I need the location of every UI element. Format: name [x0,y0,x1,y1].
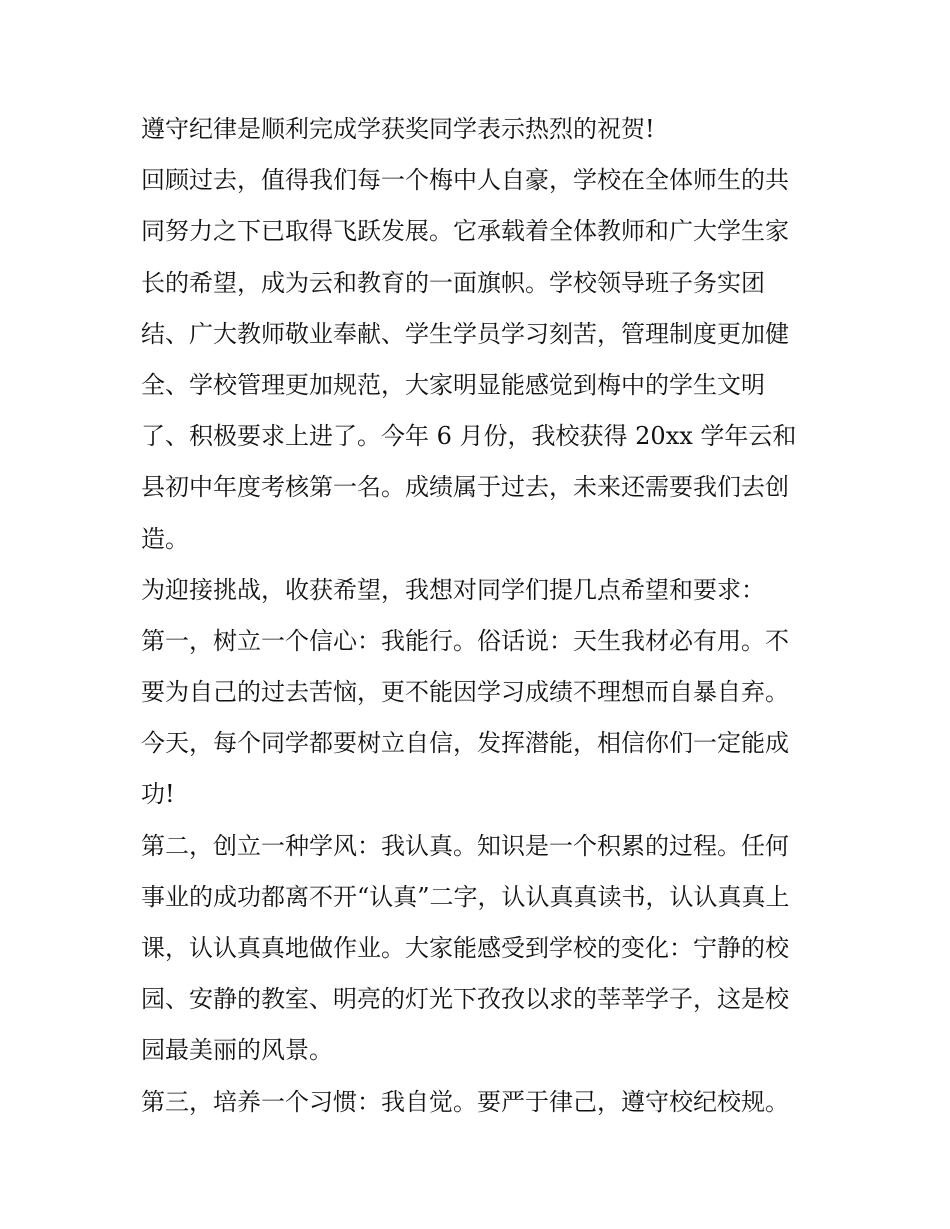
text-line: 县初中年度考核第一名。成绩属于过去，未来还需要我们去创 [141,473,789,502]
body-text [141,104,821,1128]
text-line: 今天，每个同学都要树立自信，发挥潜能，相信你们一定能成 [141,729,789,758]
text-line: 事业的成功都离不开“认真”二字，认认真真读书，认认真真上 [141,882,790,911]
text-line: 全、学校管理更加规范，大家明显能感觉到梅中的学生文明 [141,370,765,399]
text-line: 课，认认真真地做作业。大家能感受到学校的变化：宁静的校 [141,934,789,962]
text-line: 第一，树立一个信心：我能行。俗话说：天生我材必有用。不 [141,626,789,655]
text-line: 园、安静的教室、明亮的灯光下孜孜以求的莘莘学子，这是校 [141,985,789,1014]
text-line: 第三，培养一个习惯：我自觉。要严于律己，遵守校纪校规。 [141,1087,789,1116]
text-line: 回顾过去，值得我们每一个梅中人自豪，学校在全体师生的共 [141,166,789,195]
text-line: 为迎接挑战，收获希望，我想对同学们提几点希望和要求： [141,575,765,604]
text-line: 要为自己的过去苦恼，更不能因学习成绩不理想而自暴自弃。 [141,678,789,707]
text-line: 造。 [141,524,189,553]
text-line: 同努力之下已取得飞跃发展。它承载着全体教师和广大学生家 [141,217,789,246]
text-line: 长的希望，成为云和教育的一面旗帜。学校领导班子务实团 [141,268,765,297]
text-line: 结、广大教师敬业奉献、学生学员学习刻苦，管理制度更加健 [141,319,789,348]
text-line: 遵守纪律是顺利完成学获奖同学表示热烈的祝贺! [141,115,655,143]
text-line: 功! [141,780,175,809]
text-line: 园最美丽的风景。 [141,1036,333,1065]
text-line: 第二，创立一种学风：我认真。知识是一个积累的过程。任何 [141,831,789,860]
text-line: 了、积极要求上进了。今年 6 月份，我校获得 20xx 学年云和 [141,422,797,451]
